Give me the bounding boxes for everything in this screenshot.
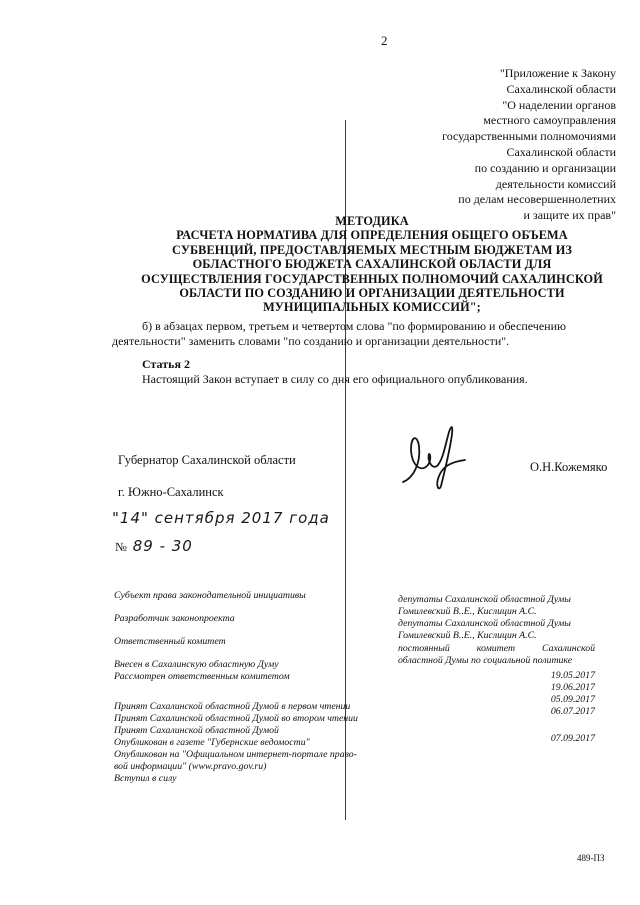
article-heading: Статья 2 (142, 357, 190, 371)
reg-first-reading: Принят Сахалинской областной Думой в первом чтении (114, 701, 351, 712)
appendix-line: местного самоуправления (483, 113, 616, 128)
governor-name: О.Н.Кожемяко (530, 460, 608, 474)
reg-adopted: Принят Сахалинской областной Думой (114, 725, 279, 736)
reg-published-portal-cont: вой информации" (www.pravo.gov.ru) (114, 761, 267, 772)
reg-date: 07.09.2017 (550, 733, 595, 744)
reg-developer: Разработчик законопроекта (114, 613, 235, 624)
reg-effective: Вступил в силу (114, 773, 177, 784)
appendix-line: государственными полномочиями (442, 129, 616, 144)
reg-subject-value: депутаты Сахалинской областной Думы (398, 594, 571, 605)
appendix-line: и защите их прав" (523, 208, 616, 223)
page-number: 2 (381, 33, 388, 48)
reg-submitted: Внесен в Сахалинскую областную Думу (114, 659, 279, 670)
appendix-line: "Приложение к Закону (499, 66, 616, 80)
article-text: Настоящий Закон вступает в силу со дня его официального опубликования. (142, 372, 528, 386)
reg-date: 06.07.2017 (550, 706, 595, 717)
reg-committee-value-cont: областной Думы по социальной политике (398, 655, 573, 666)
appendix-line: по созданию и организации (474, 160, 616, 175)
title-line: РАСЧЕТА НОРМАТИВА ДЛЯ ОПРЕДЕЛЕНИЯ ОБЩЕГО ОБЪЕМА (176, 228, 568, 243)
document-code: 489-ПЗ (577, 853, 605, 863)
appendix-line: Сахалинской области (506, 144, 616, 159)
reg-committee: Ответственный комитет (114, 636, 226, 647)
number-sign: № (115, 540, 127, 554)
appendix-line: Сахалинской области (506, 81, 616, 96)
city: г. Южно-Сахалинск (118, 485, 224, 499)
reg-date: 05.09.2017 (550, 694, 595, 705)
title-line: ОСУЩЕСТВЛЕНИЯ ГОСУДАРСТВЕННЫХ ПОЛНОМОЧИЙ САХАЛИНСКОЙ (141, 271, 603, 286)
appendix-line: по делам несовершеннолетних (458, 192, 616, 207)
reg-subject: Субъект права законодательной инициативы (114, 590, 306, 601)
methodology-title (112, 214, 632, 315)
reg-date: 19.05.2017 (550, 670, 595, 681)
reg-subject-value-names: Гомилевский В..Е., Кислицин А.С. (398, 606, 537, 617)
reg-second-reading: Принят Сахалинской областной Думой во втором чтении (114, 713, 358, 724)
appendix-line: деятельности комиссий (495, 176, 616, 191)
amendment-paragraph: б) в абзацах первом, третьем и четвертом слова "по формированию и обеспечению деятельности" заменить словами "по созданию и организации деятельности". (112, 319, 566, 348)
title-line: МЕТОДИКА (335, 214, 409, 228)
reg-committee-value: постоянный комитет Сахалинской (398, 643, 595, 654)
handwritten-number: 89 - 30 (132, 537, 193, 555)
handwritten-date: "14" сентября 2017 года (112, 509, 330, 527)
governor-title: Губернатор Сахалинской области (118, 453, 296, 467)
appendix-line: "О наделении органов (502, 97, 616, 112)
reg-published-gazette: Опубликован в газете "Губернские ведомости" (114, 737, 310, 748)
signature-mark (395, 420, 470, 492)
title-line: ОБЛАСТИ ПО СОЗДАНИЮ И ОРГАНИЗАЦИИ ДЕЯТЕЛЬНОСТИ (179, 286, 565, 301)
title-line: МУНИЦИПАЛЬНЫХ КОМИССИЙ"; (263, 300, 481, 315)
reg-date: 19.06.2017 (550, 682, 595, 693)
title-line: ОБЛАСТНОГО БЮДЖЕТА САХАЛИНСКОЙ ОБЛАСТИ ДЛЯ (192, 257, 552, 272)
law-number (115, 537, 193, 555)
appendix-header (442, 66, 616, 224)
reg-developer-value: депутаты Сахалинской областной Думы (398, 618, 571, 629)
reg-developer-value-names: Гомилевский В..Е., Кислицин А.С. (398, 630, 537, 641)
title-line: СУБВЕНЦИЙ, ПРЕДОСТАВЛЯЕМЫХ МЕСТНЫМ БЮДЖЕТАМ ИЗ (172, 242, 572, 257)
reg-published-portal: Опубликован на "Официальном интернет-портале право- (114, 749, 357, 760)
reg-considered: Рассмотрен ответственным комитетом (114, 671, 290, 682)
